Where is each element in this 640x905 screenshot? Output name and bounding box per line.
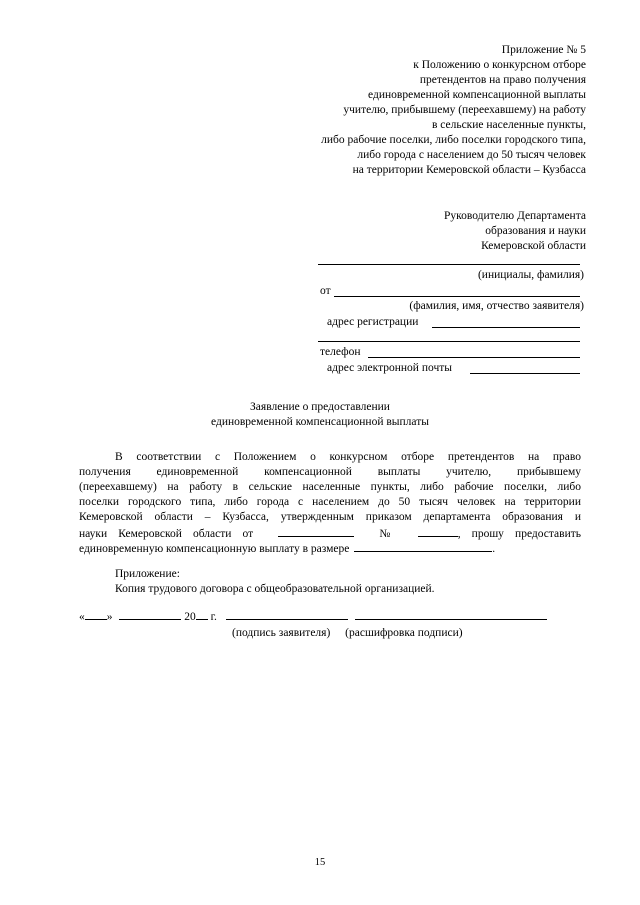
appendix-line: Приложение № 5 (501, 44, 586, 56)
attachment-label: Приложение: (115, 568, 180, 580)
phone-field[interactable] (368, 357, 580, 358)
initials-caption: (инициалы, фамилия) (477, 269, 584, 281)
signature-captions (232, 626, 463, 641)
body-line-order (79, 525, 581, 540)
amount-text: единовременную компенсационную выплату в размере (79, 543, 350, 555)
title-line: единовременной компенсационной выплаты (211, 415, 429, 428)
request-text: , прошу предоставить (457, 528, 582, 540)
document-title (0, 400, 640, 430)
phone-label: телефон (320, 346, 361, 358)
appendix-line: в сельские населенные пункты, (431, 118, 586, 131)
decode-caption: (расшифровка подписи) (345, 627, 463, 639)
signature-decode-field[interactable] (355, 608, 547, 620)
order-text: науки Кемеровской области от (79, 528, 254, 540)
attachment-block (115, 567, 435, 597)
email-field[interactable] (470, 373, 580, 374)
appendix-line: либо рабочие поселки, либо поселки городского типа, (321, 133, 586, 146)
attachment-item: Копия трудового договора с общеобразовательной организацией. (115, 582, 435, 595)
email-label: адрес электронной почты (327, 362, 452, 374)
page-number: 15 (314, 857, 326, 868)
address-field-extra[interactable] (318, 341, 580, 342)
body-line-amount (79, 540, 581, 555)
initials-field[interactable] (318, 264, 580, 265)
address-field[interactable] (432, 327, 580, 328)
address-label: адрес регистрации (327, 316, 419, 328)
body-line: Кемеровской области – Кузбасса, утвержденным приказом департамента образования и (79, 511, 581, 523)
from-field[interactable] (334, 296, 580, 297)
appendix-line: единовременной компенсационной выплаты (368, 88, 586, 101)
appendix-line: либо города с населением до 50 тысяч человек (357, 148, 586, 161)
body-line: поселки городского типа, либо города с населением до 50 тысяч человек на территории (79, 496, 581, 508)
application-body (79, 450, 581, 555)
quote-close: » (106, 611, 113, 623)
year-prefix: 20 (184, 611, 196, 623)
recipient-block (286, 209, 586, 254)
appendix-line: к Положению о конкурсном отборе (413, 58, 586, 71)
order-number-field[interactable] (418, 525, 458, 537)
from-label: от (320, 285, 331, 297)
order-date-field[interactable] (278, 525, 354, 537)
year-suffix: г. (210, 611, 217, 623)
recipient-line: Кемеровской области (481, 239, 586, 252)
day-field[interactable] (85, 608, 107, 620)
recipient-line: Руководителю Департамента (443, 210, 586, 222)
recipient-line: образования и науки (485, 224, 586, 237)
month-field[interactable] (119, 608, 181, 620)
body-line: получения единовременной компенсационной выплаты учителю, прибывшему (79, 466, 581, 478)
amount-period: . (492, 543, 496, 555)
fio-caption: (фамилия, имя, отчество заявителя) (409, 300, 584, 312)
appendix-line: учителю, прибывшему (переехавшему) на работу (343, 103, 586, 116)
appendix-header (256, 43, 586, 177)
quote-open: « (79, 611, 85, 623)
signature-caption: (подпись заявителя) (232, 627, 331, 639)
body-line: В соответствии с Положением о конкурсном отборе претендентов на право (115, 451, 581, 463)
appendix-line: претендентов на право получения (419, 73, 586, 86)
appendix-line: на территории Кемеровской области – Кузбасса (352, 163, 586, 176)
body-line: (переехавшему) на работу в сельские населенные пункты, либо рабочие поселки, либо (79, 481, 581, 493)
number-sign: № (379, 528, 399, 540)
signature-field[interactable] (226, 608, 348, 620)
date-signature-row (79, 608, 549, 625)
year-field[interactable] (196, 608, 208, 620)
amount-field[interactable] (354, 540, 492, 552)
title-line: Заявление о предоставлении (250, 401, 390, 413)
